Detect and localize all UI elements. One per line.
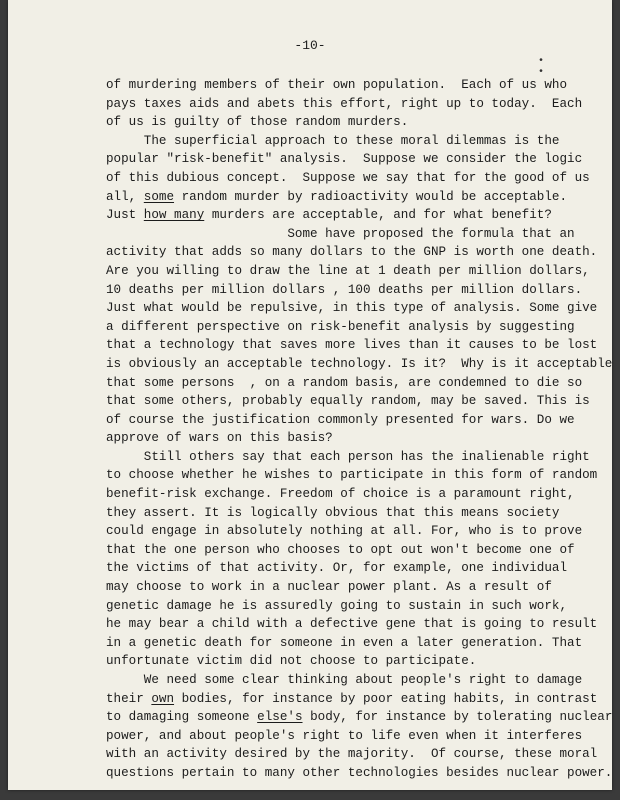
text-line: We need some clear thinking about people's right to damage (106, 673, 583, 687)
text-line: pays taxes aids and abets this effort, right up to today. Each (106, 96, 583, 111)
text-line: of course the justification commonly presented for wars. Do we (106, 412, 575, 427)
text-line (106, 188, 596, 207)
text-segment: random murder by radioactivity would be acceptable. (174, 189, 568, 204)
text-line: that some persons , on a random basis, are condemned to die so (106, 375, 583, 390)
text-line (106, 206, 596, 225)
text-segment: their (106, 691, 152, 706)
text-line: popular "risk-benefit" analysis. Suppose we consider the logic (106, 152, 583, 167)
text-line: that the one person who chooses to opt out won't become one of (106, 542, 575, 557)
text-line: they assert. It is logically obvious that this means society (106, 505, 560, 520)
underlined-word: own (151, 691, 175, 706)
text-line: of murdering members of their own population. Each of us who (106, 78, 568, 92)
text-line: to choose whether he wishes to participate in this form of random (106, 468, 598, 483)
text-line: of us is guilty of those random murders. (106, 115, 409, 130)
text-line (106, 690, 596, 709)
text-line: Are you willing to draw the line at 1 death per million dollars, (106, 263, 590, 278)
text-line: genetic damage he is assuredly going to sustain in such work, (106, 598, 568, 613)
text-line: could engage in absolutely nothing at all. For, who is to prove (106, 524, 583, 539)
text-line: power, and about people's right to life even when it interferes (106, 728, 583, 743)
text-line: benefit-risk exchange. Freedom of choice is a paramount right, (106, 487, 575, 502)
text-line: unfortunate victim did not choose to participate. (106, 654, 477, 669)
document-page (8, 0, 612, 790)
underlined-word: how many (143, 208, 205, 223)
text-line: The superficial approach to these moral dilemmas is the (106, 133, 560, 148)
text-line: Just what would be repulsive, in this type of analysis. Some give (106, 301, 598, 316)
underlined-word: some (143, 189, 175, 204)
text-segment: body, for instance by tolerating nuclear (302, 710, 613, 725)
text-line: Some have proposed the formula that an (106, 226, 575, 241)
text-line: approve of wars on this basis? (106, 431, 333, 446)
text-line: of this dubious concept. Suppose we say that for the good of us (106, 170, 590, 185)
text-line: that a technology that saves more lives than it causes to be lost (106, 338, 598, 353)
text-line: Still others say that each person has the inalienable right (106, 449, 590, 464)
page-number: -10- (294, 38, 326, 53)
body-text (106, 76, 613, 783)
text-segment: bodies, for instance by poor eating habits, in contrast (174, 691, 598, 706)
text-line: with an activity desired by the majority. Of course, these moral (106, 747, 598, 762)
text-line: questions pertain to many other technologies besides nuclear power. (106, 765, 613, 780)
text-segment: to damaging someone (106, 710, 258, 725)
text-segment: Just (106, 208, 144, 223)
text-line: the victims of that activity. Or, for example, one individual (106, 561, 568, 576)
text-segment: all, (106, 189, 144, 204)
text-line: 10 deaths per million dollars , 100 deaths per million dollars. (106, 282, 583, 297)
text-line: activity that adds so many dollars to the GNP is worth one death. (106, 245, 598, 260)
text-line: in a genetic death for someone in even a later generation. That (106, 635, 583, 650)
text-line: that some others, probably equally random, may be saved. This is (106, 394, 590, 409)
underlined-word: else's (257, 710, 303, 725)
scan-specks: • • (538, 56, 571, 78)
text-line (106, 708, 613, 727)
text-line: a different perspective on risk-benefit analysis by suggesting (106, 319, 575, 334)
text-line: he may bear a child with a defective gene that is going to result (106, 617, 598, 632)
text-line: may choose to work in a nuclear power plant. As a result of (106, 580, 552, 595)
text-line: is obviously an acceptable technology. Is it? Why is it acceptable (106, 356, 613, 371)
text-segment: murders are acceptable, and for what benefit? (204, 208, 552, 223)
